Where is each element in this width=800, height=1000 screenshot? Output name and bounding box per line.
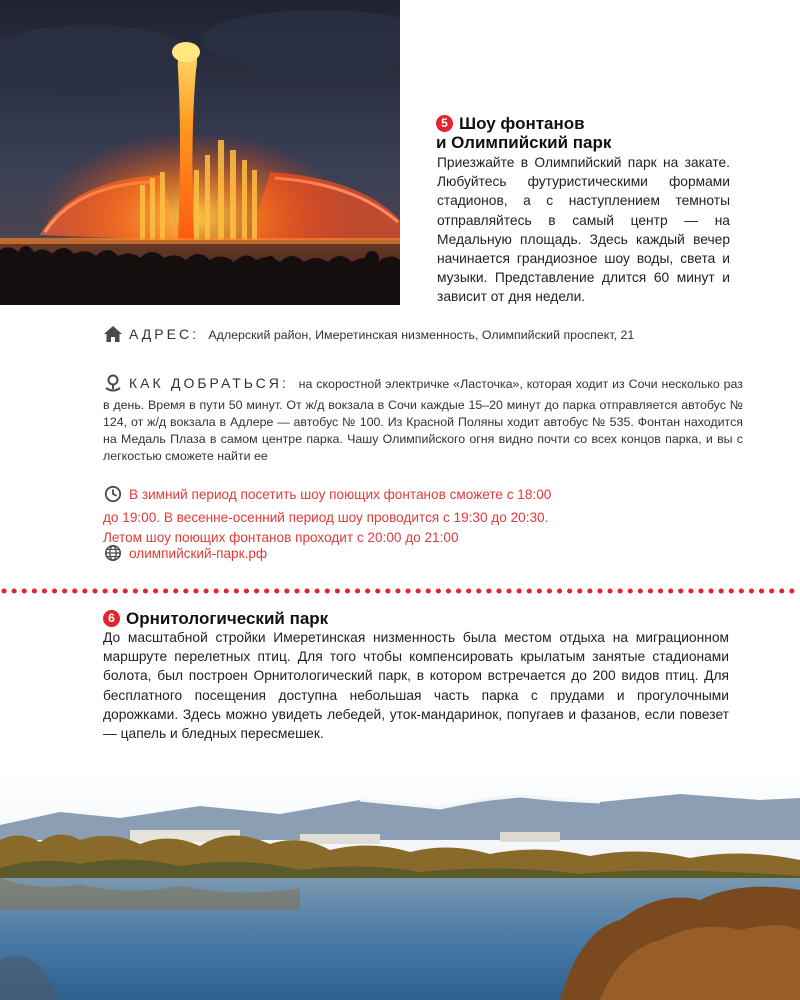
section-6-title-text: Орнитологический парк: [126, 609, 329, 628]
schedule-line-1: В зимний период посетить шоу поющих фонтанов сможете с 18:00: [129, 487, 552, 502]
route-row: [103, 374, 743, 465]
globe-icon: [103, 544, 123, 565]
schedule-line-2: до 19:00. В весенне-осенний период шоу проводится с 19:30 до 20:30.: [103, 510, 549, 526]
section-5-title-line2: и Олимпийский парк: [436, 133, 612, 152]
home-icon: [103, 325, 123, 348]
section-6-title: [103, 609, 328, 629]
schedule-block: [103, 485, 703, 547]
section-6-number-badge: 6: [103, 610, 120, 627]
clock-icon: [103, 485, 123, 508]
dotted-divider: [0, 587, 800, 595]
section-5-title: [436, 114, 776, 152]
address-value: Адлерский район, Имеретинская низменность, Олимпийский проспект, 21: [208, 328, 635, 342]
address-label: АДРЕС:: [129, 326, 199, 342]
fountain-show-photo: [0, 0, 400, 305]
website-link[interactable]: олимпийский-парк.рф: [129, 546, 268, 561]
section-5-body: Приезжайте в Олимпийский парк на закате. Любуйтесь футуристическими формами стадионов, а с наступлением темноты отправляйтесь в самый центр — на Медальную площадь. Здесь каждый вечер начинается грандиозное шоу воды, света и музыки. Представление длится 60 минут и зависит от дня недели.: [437, 155, 730, 305]
section-6-body: До масштабной стройки Имеретинская низменность была местом отдыха на миграционном маршруте перелетных птиц. Для того чтобы компенсировать крылатым занятые стадионами болота, был построен Орнитологический парк, в котором встречается до 200 видов птиц. Для бесплатного посещения доступна небольшая часть парка с прудами и прогулочными дорожками. Здесь можно увидеть лебедей, уток-мандаринок, попугаев и фазанов, если повезет — цапель и бледных пересмешек.: [103, 630, 729, 742]
schedule-line-3: Летом шоу поющих фонтанов проходит с 20:00 до 21:00: [103, 529, 459, 545]
walking-person-pin-icon: [103, 374, 123, 397]
section-5-number-badge: 5: [436, 115, 453, 132]
ornithological-park-photo: [0, 770, 800, 1000]
website-row[interactable]: [103, 544, 267, 565]
route-label: КАК ДОБРАТЬСЯ:: [129, 375, 289, 391]
route-value: на скоростной электричке «Ласточка», которая ходит из Сочи несколько раз в день. Время в пути 50 минут. От ж/д вокзала в Сочи каждые 15–20 минут до парка отправляется автобус № 124, от ж/д вокзала в Адлере — автобус № 100. Из Красной Поляны ходит автобус № 535. Фонтан находится на Медаль Плаза в самом центре парка. Чашу Олимпийского огня видно почти со всех концов парка, и вы с легкостью сможете найти ее: [103, 377, 743, 463]
address-row: [103, 325, 743, 348]
section-5-title-line1: Шоу фонтанов: [459, 114, 585, 133]
